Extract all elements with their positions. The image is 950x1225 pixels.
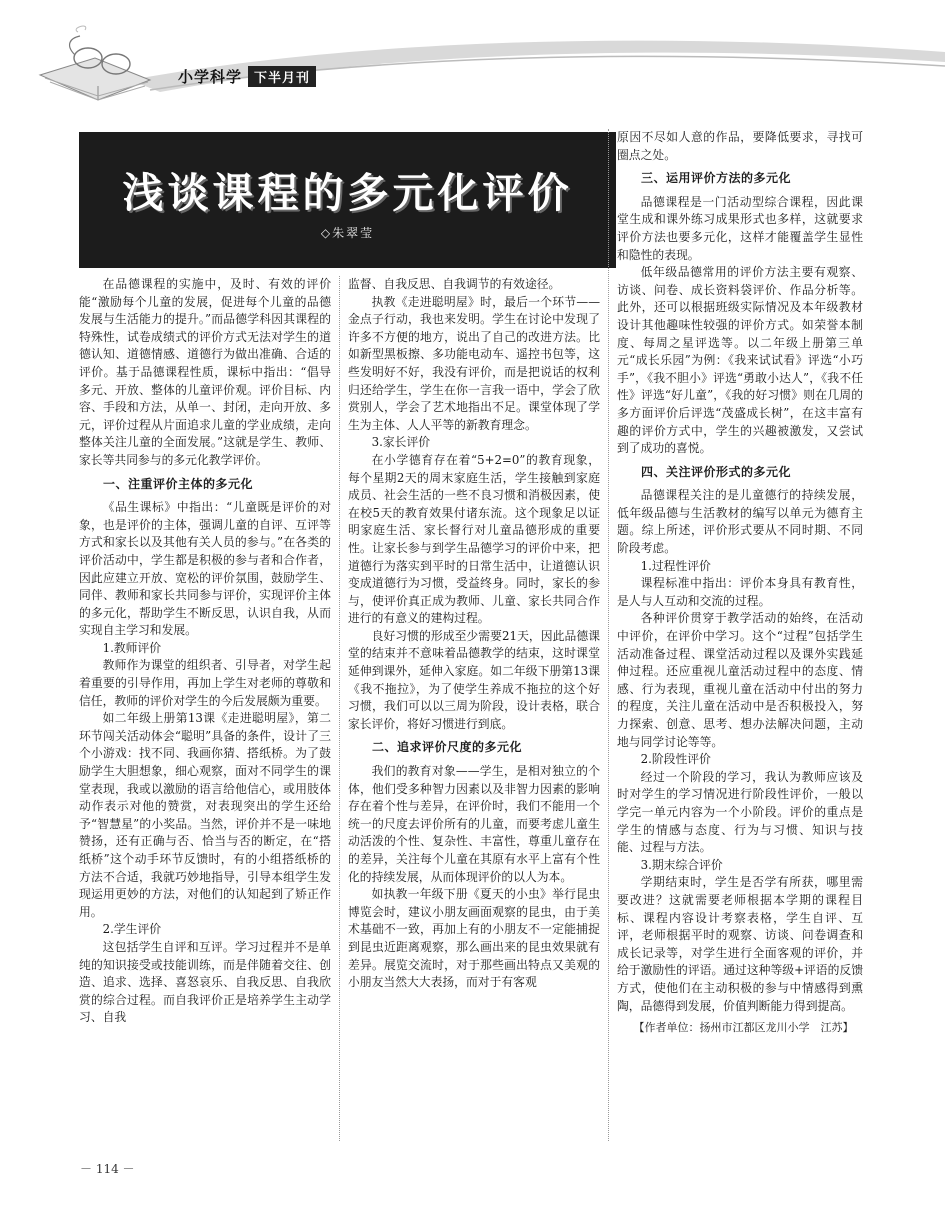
paragraph: 执教《走进聪明屋》时，最后一个环节——金点子行动，我也来发明。学生在讨论中发现了许多不方便的地方，说出了自己的改进方法。比如新型黑板擦、多功能电动车、遥控书包等，这些发明好不好，我没有评价，而是把说话的权利归还给学生，学生在你一言我一语中，学会了欣赏别人，学会了艺术地指出不足。课堂体现了学生为主体、人人平等的新教育理念。 <box>348 294 600 432</box>
page-header <box>0 0 950 110</box>
column-divider <box>608 129 609 1141</box>
paragraph: 经过一个阶段的学习，我认为教师应该及时对学生的学习情况进行阶段性评价，一般以学完一单元内容为一个小阶段。评价的重点是学生的情感与态度、行为与习惯、知识与技能、过程与方法。 <box>617 769 863 855</box>
article-author: ◇朱翠莹 <box>320 226 375 240</box>
subheading: 2.阶段性评价 <box>640 752 711 767</box>
paragraph: 品德课程关注的是儿童德行的持续发展，低年级品德与生活教材的编写以单元为德育主题。综上所述，评价形式要从不同时期、不同阶段考虑。 <box>617 488 863 556</box>
header-decoration <box>0 0 950 110</box>
column-divider <box>339 276 340 1141</box>
paragraph: 在小学德育存在着“5+2=0”的教育现象，每个星期2天的周末家庭生活，学生接触到家庭成员、社会生活的一些不良习惯和消极因素，使在校5天的教育效果付诸东流。这个现象足以证明家庭生活、家长督行对儿童品德形成的重要性。让家长参与到学生品德学习的评价中来，把道德行为落实到平时的日常生活中，让道德认识变成道德行为习惯，受益终身。同时，家长的参与，使评价真正成为教师、儿童、家长共同合作进行的有意义的建构过程。 <box>348 452 600 626</box>
paragraph: 品德课程是一门活动型综合课程，因此课堂生成和课外练习成果形式也多样，这就要求评价方法也要多元化，这样才能覆盖学生显性和隐性的表现。 <box>617 194 863 262</box>
section-heading: 一、注重评价主体的多元化 <box>103 476 254 491</box>
paragraph: 《品生课标》中指出：“儿童既是评价的对象，也是评价的主体，强调儿童的自评、互评等方式和家长以及其他有关人员的参与。”在各类的评价活动中，学生都是积极的参与者和合作者，因此应建立开放、宽松的评价氛围，鼓励学生、同伴、教师和家长共同参与评价，实现评价主体的多元化，帮助学生不断反思，认识自我，从而实现自主学习和发展。 <box>79 500 331 638</box>
paragraph: 低年级品德常用的评价方法主要有观察、访谈、问卷、成长资料袋评价、作品分析等。此外，还可以根据班级实际情况及本年级教材设计其他趣味性较强的评价方式。如荣誉本制度、每周之星评选等。以二年级上册第三单元“成长乐园”为例：《我来试试看》评选“小巧手”，《我不胆小》评选“勇敢小达人”，《我不任性》评选“好儿童”，《我的好习惯》则在几周的多方面评价后评选“茂盛成长树”，在这丰富有趣的评价方式中，学生的兴趣被激发，又尝试到了成功的喜悦。 <box>617 265 863 456</box>
book-glasses-icon <box>40 26 150 100</box>
paragraph: 课程标准中指出：评价本身具有教育性，是人与人互动和交流的过程。 <box>617 576 863 608</box>
paragraph: 监督、自我反思、自我调节的有效途径。 <box>348 277 561 291</box>
journal-name <box>178 66 316 87</box>
subheading: 1.教师评价 <box>102 640 162 655</box>
subheading: 1.过程性评价 <box>640 558 711 573</box>
paragraph: 如二年级上册第13课《走进聪明屋》，第二环节闯关活动体会“聪明”具备的条件，设计了三个小游戏：找不同、我画你猜、搭纸桥。为了鼓励学生大胆想象，细心观察，面对不同学生的课堂表现，我或以激励的语言给他信心，或用肢体动作表示对他的赞赏，对表现突出的学生还给予“智慧星”的小奖品。当然，评价并不是一味地赞扬，还有正确与否、恰当与否的断定，在“搭纸桥”这个动手环节反馈时，有的小组搭纸桥的方法不合适，我就巧妙地指导，引导本组学生发现运用更妙的方法，对他们的认知起到了矫正作用。 <box>79 711 331 919</box>
page-number: － 114 － <box>80 1162 135 1176</box>
subheading: 2.学生评价 <box>102 922 162 937</box>
paragraph: 这包括学生自评和互评。学习过程并不是单纯的知识接受或技能训练，而是伴随着交往、创造、追求、选择、喜怒哀乐、自我反思、自我欣赏的综合过程。而自我评价正是培养学生主动学习、自我 <box>79 939 331 1025</box>
edition-tag: 下半月刊 <box>248 66 316 87</box>
paragraph: 良好习惯的形成至少需要21天，因此品德课堂的结束并不意味着品德教学的结束，这时课堂延伸到课外，延伸入家庭。如二年级下册第13课《我不拖拉》，为了使学生养成不拖拉的这个好习惯，我们可以以三周为阶段，设计表格，联合家长评价，将好习惯进行到底。 <box>348 628 600 731</box>
column-3 <box>617 129 863 1139</box>
paragraph: 各种评价贯穿于教学活动的始终，在活动中评价，在评价中学习。这个“过程”包括学生活动准备过程、课堂活动过程以及课外实践延伸过程。还应重视儿童活动过程中的态度、情感、行为表现，重视儿童在活动中付出的努力的程度，关注儿童在活动中是否积极投入，努力探索、创意、思考、想办法解决问题，主动地与同学讨论等等。 <box>617 611 863 749</box>
article-title: 浅谈课程的多元化评价 <box>122 169 573 217</box>
paragraph: 原因不尽如人意的作品，要降低要求，寻找可圈点之处。 <box>617 130 863 162</box>
section-heading: 三、运用评价方法的多元化 <box>641 171 792 186</box>
column-1 <box>79 276 331 1141</box>
journal-title: 小学科学 <box>178 68 243 86</box>
title-banner <box>79 132 616 268</box>
paragraph: 如执教一年级下册《夏天的小虫》举行昆虫博览会时，建议小朋友画面观察的昆虫，由于美术基础不一致，再加上有的小朋友不一定能捕捉到昆虫近距离观察，那么画出来的昆虫效果就有差异。展览交流时，对于那些画出特点又美观的小朋友当然大大表扬，而对于有客观 <box>348 887 600 990</box>
column-2 <box>348 276 600 1141</box>
paragraph: 教师作为课堂的组织者、引导者，对学生起着重要的引导作用，再加上学生对老师的尊敬和信任，教师的评价对学生的今后发展颇为重要。 <box>79 658 331 708</box>
section-heading: 四、关注评价形式的多元化 <box>641 464 792 479</box>
paragraph: 在品德课程的实施中，及时、有效的评价能“激励每个儿童的发展，促进每个儿童的品德发展与生活能力的提升。”而品德学科因其课程的特殊性，试卷成绩式的评价方式无法对学生的道德认知、道德情感、道德行为做出准确、合适的评价。基于品德课程性质，课标中指出：“倡导多元、开放、整体的儿童评价观。评价目标、内容、手段和方法，从单一、封闭，走向开放、多元，评价过程从片面追求儿童的学业成绩，走向整体关注儿童的全面发展。”这就是学生、教师、家长等共同参与的多元化教学评价。 <box>79 277 331 467</box>
subheading: 3.期末综合评价 <box>640 857 723 872</box>
author-affiliation: 【作者单位：扬州市江都区龙川小学 江苏】 <box>633 1021 854 1035</box>
subheading: 3.家长评价 <box>371 435 431 450</box>
paragraph: 我们的教育对象——学生，是相对独立的个体，他们受多种智力因素以及非智力因素的影响存在着个性与差异，在评价时，我们不能用一个统一的尺度去评价所有的儿童，而要考虑儿童生动活泼的个性、复杂性、丰富性，尊重儿童存在的差异，关注每个儿童在其原有水平上富有个性化的持续发展，从而体现评价的以人为本。 <box>348 764 600 884</box>
section-heading: 二、追求评价尺度的多元化 <box>372 740 523 755</box>
paragraph: 学期结束时，学生是否学有所获，哪里需要改进？这就需要老师根据本学期的课程目标、课程内容设计考察表格，学生自评、互评，老师根据平时的观察、访谈、问卷调查和成长记录等，对学生进行全面客观的评价，并给于激励性的评语。通过这种等级+评语的反馈方式，使他们在主动积极的参与中情感得到熏陶，品德得到发展，价值判断能力得到提高。 <box>617 875 863 1013</box>
